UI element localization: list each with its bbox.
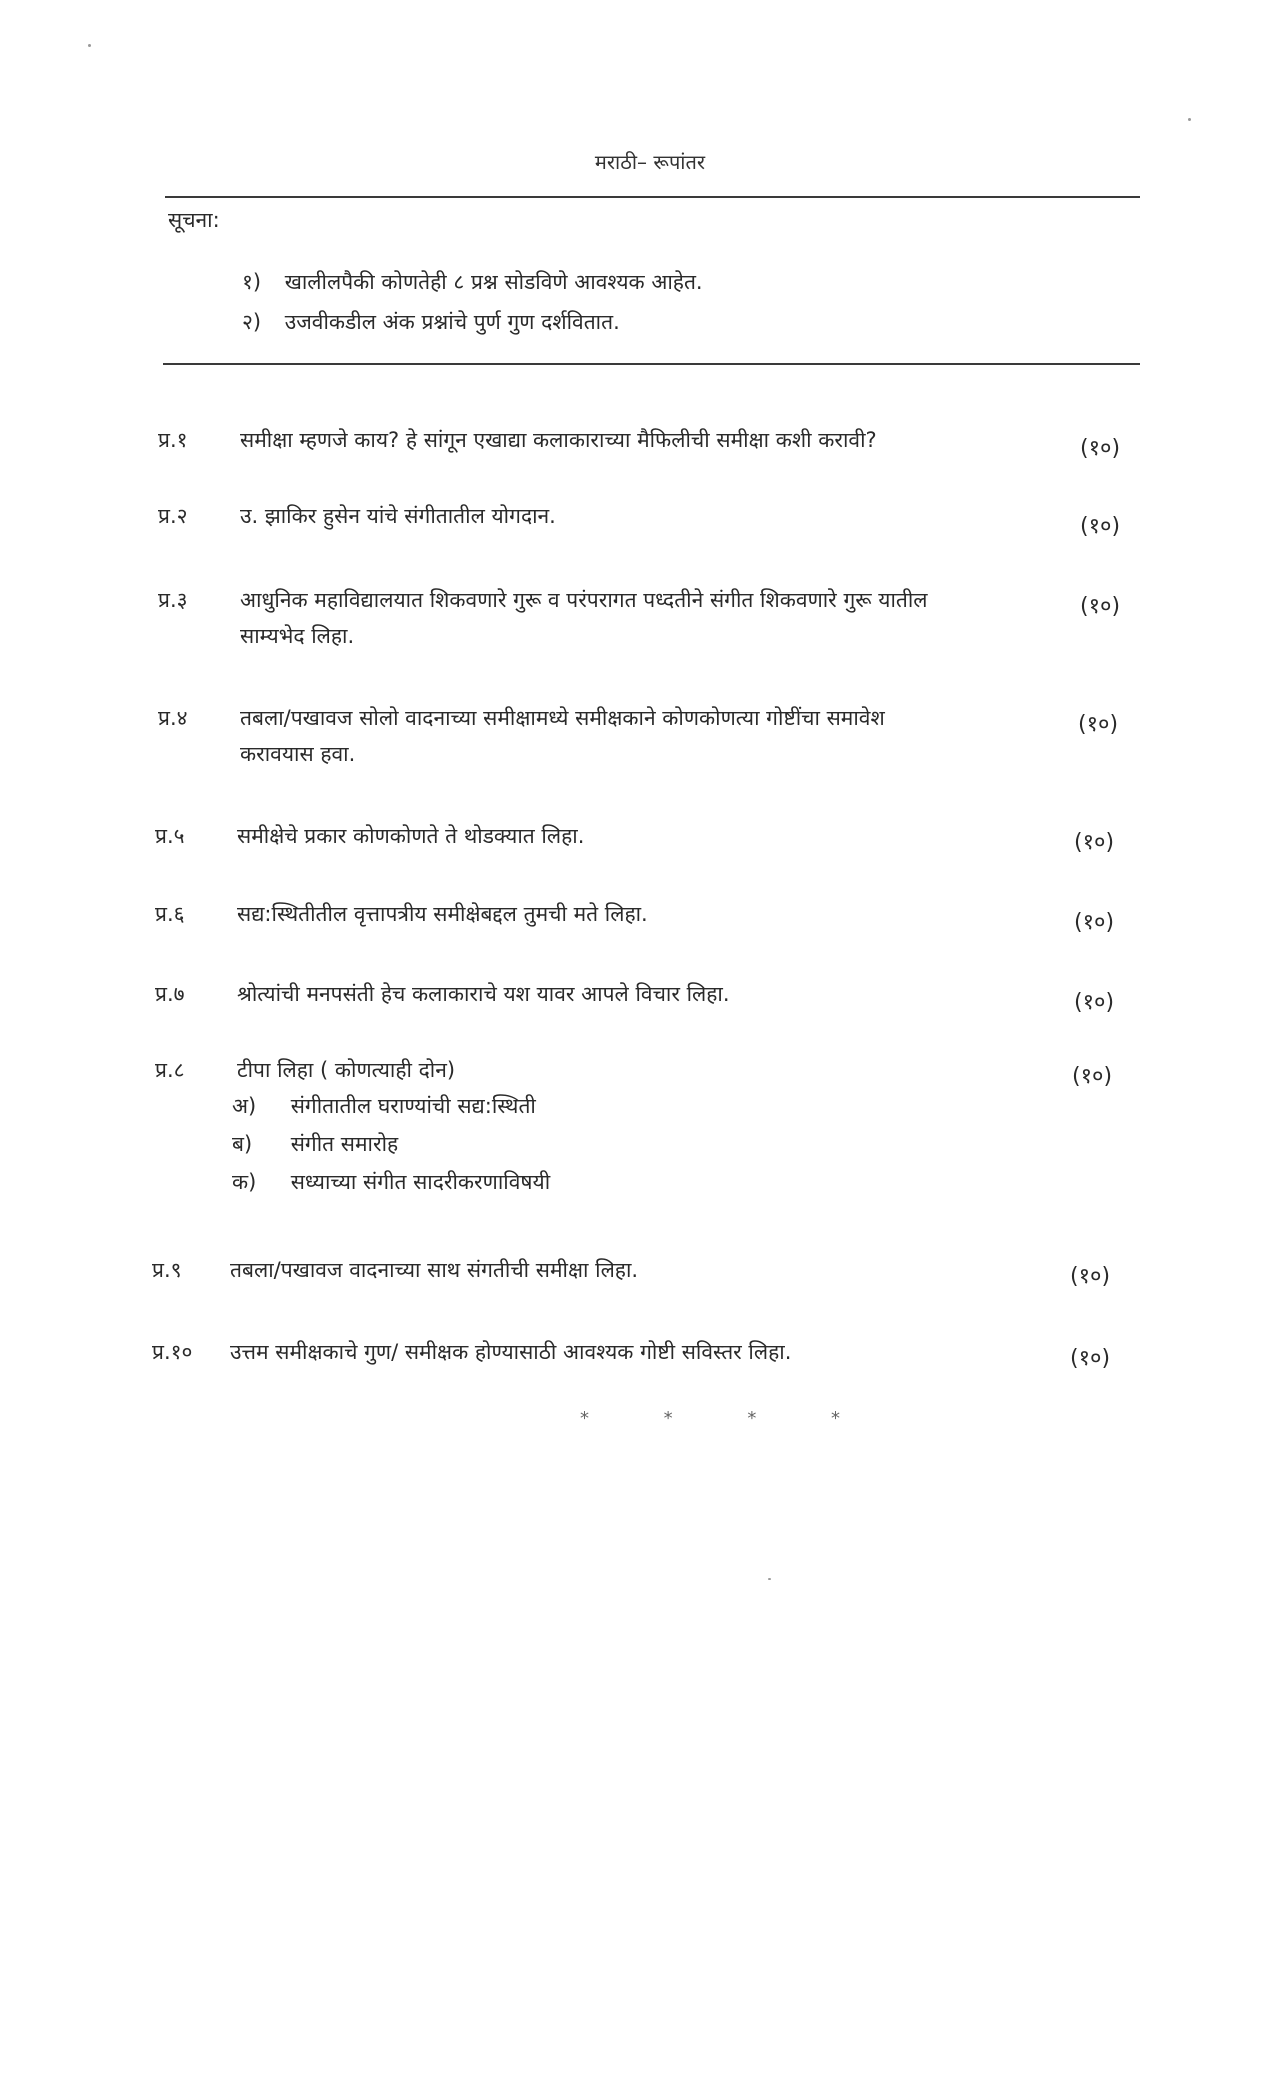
sub-item-text: संगीतातील घराण्यांची सद्य:स्थिती (290, 1094, 536, 1118)
question-text: समीक्षा म्हणजे काय? हे सांगून एखाद्या कलाकाराच्या मैफिलीची समीक्षा कशी करावी? (240, 428, 877, 452)
question-text: आधुनिक महाविद्यालयात शिकवणारे गुरू व परंपरागत पध्दतीने संगीत शिकवणारे गुरू यातील (240, 588, 928, 612)
sub-item (232, 1168, 550, 1196)
page-title: मराठी– रूपांतर (594, 150, 706, 174)
question-9 (152, 1252, 1052, 1292)
question-2 (158, 498, 1058, 538)
question-marks: (१०) (1080, 436, 1121, 461)
question-marks: (१०) (1074, 830, 1115, 855)
sub-item-label: ब) (232, 1132, 253, 1156)
question-marks: (१०) (1070, 1264, 1111, 1289)
instruction-text: खालीलपैकी कोणतेही ८ प्रश्न सोडविणे आवश्यक आहेत. (284, 270, 703, 294)
question-marks: (१०) (1080, 514, 1121, 539)
question-text-continued: करावयास हवा. (240, 742, 356, 766)
question-10 (152, 1334, 1052, 1374)
question-text: श्रोत्यांची मनपसंती हेच कलाकाराचे यश यावर आपले विचार लिहा. (237, 982, 730, 1006)
sub-item (232, 1092, 536, 1120)
star-mark: * (663, 1408, 673, 1429)
question-number: प्र.१० (152, 1340, 193, 1364)
sub-item-label: अ) (232, 1094, 257, 1118)
instruction-item (242, 268, 703, 296)
question-number: प्र.६ (155, 902, 185, 926)
question-8 (155, 1052, 1055, 1092)
question-1 (158, 422, 1058, 462)
scan-speck (1188, 118, 1191, 121)
question-text: टीपा लिहा ( कोणत्याही दोन) (237, 1058, 456, 1082)
instructions-divider (163, 363, 1140, 365)
question-marks: (१०) (1070, 1346, 1111, 1371)
question-6 (155, 896, 1055, 936)
question-number: प्र.८ (155, 1058, 185, 1082)
sub-item-label: क) (232, 1170, 257, 1194)
instruction-text: उजवीकडील अंक प्रश्नांचे पुर्ण गुण दर्शवितात. (284, 310, 620, 334)
question-text: समीक्षेचे प्रकार कोणकोणते ते थोडक्यात लिहा. (237, 824, 585, 848)
question-marks: (१०) (1080, 594, 1121, 619)
question-3 (158, 582, 1068, 658)
sub-item-text: संगीत समारोह (290, 1132, 399, 1156)
question-number: प्र.५ (155, 824, 185, 848)
instruction-number: २) (242, 310, 262, 334)
top-divider (165, 196, 1140, 198)
star-mark: * (580, 1408, 589, 1429)
question-text: सद्य:स्थितीतील वृत्तापत्रीय समीक्षेबद्दल तुमची मते लिहा. (237, 902, 648, 926)
star-mark: * (747, 1408, 757, 1429)
sub-item (232, 1130, 398, 1158)
question-number: प्र.७ (155, 982, 185, 1006)
question-text: उ. झाकिर हुसेन यांचे संगीतातील योगदान. (240, 504, 556, 528)
question-marks: (१०) (1074, 910, 1115, 935)
question-text-continued: साम्यभेद लिहा. (240, 624, 355, 648)
instruction-number: १) (242, 270, 262, 294)
question-marks: (१०) (1072, 1064, 1113, 1089)
scan-speck (88, 44, 91, 47)
question-marks: (१०) (1074, 990, 1115, 1015)
question-text: तबला/पखावज सोलो वादनाच्या समीक्षामध्ये समीक्षकाने कोणकोणत्या गोष्टींचा समावेश (240, 706, 885, 730)
question-4 (158, 700, 1068, 776)
instruction-item (242, 308, 620, 336)
question-text: तबला/पखावज वादनाच्या साथ संगतीची समीक्षा लिहा. (230, 1258, 639, 1282)
question-text: उत्तम समीक्षकाचे गुण/ समीक्षक होण्यासाठी आवश्यक गोष्टी सविस्तर लिहा. (230, 1340, 792, 1364)
question-number: प्र.४ (158, 706, 188, 730)
sub-item-text: सध्याच्या संगीत सादरीकरणाविषयी (290, 1170, 551, 1194)
question-number: प्र.२ (158, 504, 188, 528)
question-5 (155, 818, 1055, 858)
question-number: प्र.३ (158, 588, 188, 612)
question-number: प्र.९ (152, 1258, 182, 1282)
question-marks: (१०) (1078, 712, 1119, 737)
question-7 (155, 976, 1055, 1016)
question-number: प्र.१ (158, 428, 188, 452)
end-of-paper-stars (580, 1408, 840, 1429)
star-mark: * (830, 1408, 840, 1429)
scan-speck (768, 1578, 771, 1580)
instructions-heading: सूचना: (168, 208, 220, 232)
